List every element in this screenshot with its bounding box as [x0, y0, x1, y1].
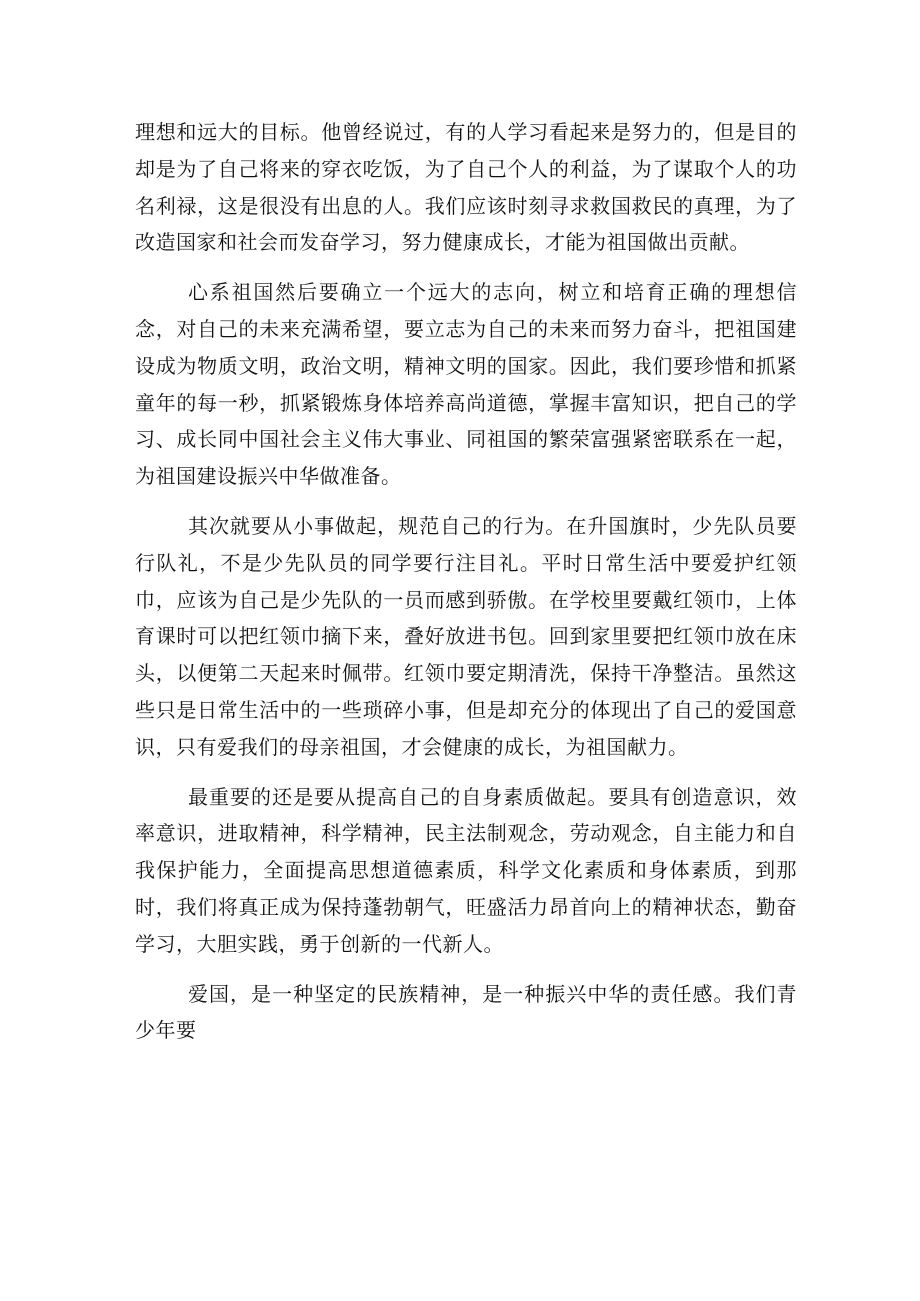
paragraph-1: 理想和远大的目标。他曾经说过，有的人学习看起来是努力的，但是目的却是为了自己将来的穿衣吃饭，为了自己个人的利益，为了谋取个人的功名利禄，这是很没有出息的人。我们应该时刻寻求救国救民的真理，为了改造国家和社会而发奋学习，努力健康成长，才能为祖国做出贡献。: [135, 120, 797, 255]
paragraph-3: 其次就要从小事做起，规范自己的行为。在升国旗时，少先队员要行队礼，不是少先队员的同学要行注目礼。平时日常生活中要爱护红领巾，应该为自己是少先队的一员而感到骄傲。在学校里要戴红领巾，上体育课时可以把红领巾摘下来，叠好放进书包。回到家里要把红领巾放在床头，以便第二天起来时佩带。红领巾要定期清洗，保持干净整洁。虽然这些只是日常生活中的一些琐碎小事，但是却充分的体现出了自己的爱国意识，只有爱我们的母亲祖国，才会健康的成长，为祖国献力。: [135, 513, 797, 759]
document-body: [135, 114, 797, 1062]
paragraph-4: 最重要的还是要从提高自己的自身素质做起。要具有创造意识，效率意识，进取精神，科学精神，民主法制观念，劳动观念，自主能力和自我保护能力，全面提高思想道德素质，科学文化素质和身体素质，到那时，我们将真正成为保持蓬勃朝气，旺盛活力昂首向上的精神状态，勤奋学习，大胆实践，勇于创新的一代新人。: [135, 784, 797, 956]
paragraph-5: 爱国，是一种坚定的民族精神，是一种振兴中华的责任感。我们青少年要: [135, 981, 797, 1043]
paragraph-2: 心系祖国然后要确立一个远大的志向，树立和培育正确的理想信念，对自己的未来充满希望，要立志为自己的未来而努力奋斗，把祖国建设成为物质文明，政治文明，精神文明的国家。因此，我们要珍惜和抓紧童年的每一秒，抓紧锻炼身体培养高尚道德，掌握丰富知识，把自己的学习、成长同中国社会主义伟大事业、同祖国的繁荣富强紧密联系在一起，为祖国建设振兴中华做准备。: [135, 280, 797, 489]
